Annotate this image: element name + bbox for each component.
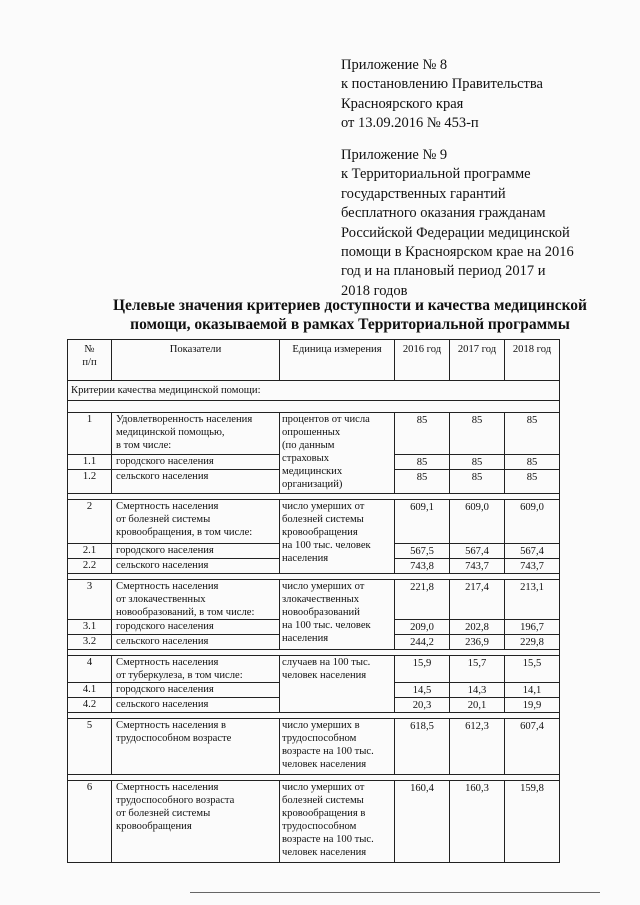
table-header-row (68, 340, 560, 381)
table-row (68, 413, 560, 455)
appendix-9-line: государственных гарантий (341, 185, 506, 202)
value-2017: 85 (450, 470, 505, 494)
row-indicator: Удовлетворенность населения медицинской помощью, в том числе: (112, 413, 280, 455)
section-row (68, 381, 560, 401)
value-2016: 209,0 (395, 620, 450, 635)
appendix-8-line: Приложение № 8 (341, 57, 448, 73)
value-2018: 14,1 (505, 683, 560, 698)
appendix-9-line: год и на плановый период 2017 и (341, 263, 546, 280)
value-2018: 609,0 (505, 500, 560, 544)
appendix-8-header (341, 56, 611, 134)
section-label: Критерии качества медицинской помощи: (68, 381, 560, 401)
value-2016: 609,1 (395, 500, 450, 544)
row-number: 2.1 (68, 544, 112, 559)
row-indicator: городского населения (112, 620, 280, 635)
appendix-9-line: бесплатного оказания гражданам (341, 205, 546, 222)
value-2016: 15,9 (395, 656, 450, 683)
header-2016: 2016 год (395, 340, 450, 381)
row-number: 3.1 (68, 620, 112, 635)
value-2017: 14,3 (450, 683, 505, 698)
value-2017: 609,0 (450, 500, 505, 544)
value-2018: 19,9 (505, 698, 560, 713)
value-2018: 159,8 (505, 781, 560, 863)
value-2018: 85 (505, 470, 560, 494)
value-2018: 607,4 (505, 719, 560, 775)
row-indicator: городского населения (112, 455, 280, 470)
value-2017: 160,3 (450, 781, 505, 863)
bottom-rule (190, 892, 600, 893)
row-number: 4 (68, 656, 112, 683)
document-title-line-1: Целевые значения критериев доступности и качества медицинской (113, 297, 587, 314)
value-2016: 567,5 (395, 544, 450, 559)
row-number: 2 (68, 500, 112, 544)
row-indicator: Смертность населения трудоспособного возраста от болезней системы кровообращения (112, 781, 280, 863)
row-number: 4.2 (68, 698, 112, 713)
row-unit: случаев на 100 тыс. человек населения (280, 656, 395, 713)
value-2018: 743,7 (505, 559, 560, 574)
document-title-line-2: помощи, оказываемой в рамках Территориальной программы (130, 316, 570, 333)
header-num: № п/п (68, 340, 112, 381)
value-2017: 85 (450, 455, 505, 470)
row-indicator: городского населения (112, 544, 280, 559)
spacer-row (68, 401, 560, 413)
value-2018: 229,8 (505, 635, 560, 650)
row-unit: число умерших от болезней системы кровообращения в трудоспособном возрасте на 100 тыс. человек населения (280, 781, 395, 863)
appendix-8-line: Красноярского края (341, 95, 464, 112)
value-2016: 743,8 (395, 559, 450, 574)
row-indicator: сельского населения (112, 470, 280, 494)
value-2018: 196,7 (505, 620, 560, 635)
row-number: 2.2 (68, 559, 112, 574)
value-2016: 618,5 (395, 719, 450, 775)
table-row (68, 719, 560, 775)
row-number: 1.2 (68, 470, 112, 494)
row-indicator: Смертность населения в трудоспособном возрасте (112, 719, 280, 775)
row-indicator: сельского населения (112, 635, 280, 650)
header-indicator: Показатели (112, 340, 280, 381)
row-number: 1 (68, 413, 112, 455)
appendix-9-line: помощи в Красноярском крае на 2016 (341, 244, 574, 261)
value-2017: 202,8 (450, 620, 505, 635)
value-2016: 85 (395, 413, 450, 455)
table-row (68, 580, 560, 620)
row-number: 4.1 (68, 683, 112, 698)
appendix-9-line: к Территориальной программе (341, 166, 531, 183)
header-unit: Единица измерения (280, 340, 395, 381)
row-indicator: городского населения (112, 683, 280, 698)
value-2018: 567,4 (505, 544, 560, 559)
row-indicator: сельского населения (112, 559, 280, 574)
value-2017: 567,4 (450, 544, 505, 559)
value-2016: 244,2 (395, 635, 450, 650)
value-2016: 14,5 (395, 683, 450, 698)
criteria-table (67, 339, 560, 863)
header-2017: 2017 год (450, 340, 505, 381)
value-2017: 217,4 (450, 580, 505, 620)
value-2017: 15,7 (450, 656, 505, 683)
row-number: 5 (68, 719, 112, 775)
value-2017: 20,1 (450, 698, 505, 713)
row-number: 6 (68, 781, 112, 863)
header-2018: 2018 год (505, 340, 560, 381)
value-2017: 743,7 (450, 559, 505, 574)
value-2017: 85 (450, 413, 505, 455)
row-number: 1.1 (68, 455, 112, 470)
row-number: 3 (68, 580, 112, 620)
value-2018: 85 (505, 455, 560, 470)
value-2017: 612,3 (450, 719, 505, 775)
row-number: 3.2 (68, 635, 112, 650)
row-indicator: Смертность населения от злокачественных новообразований, в том числе: (112, 580, 280, 620)
appendix-8-line: к постановлению Правительства (341, 76, 543, 93)
value-2018: 213,1 (505, 580, 560, 620)
row-unit: число умерших от болезней системы кровообращения на 100 тыс. человек населения (280, 500, 395, 574)
row-indicator: Смертность населения от туберкулеза, в том числе: (112, 656, 280, 683)
table-row (68, 656, 560, 683)
value-2016: 20,3 (395, 698, 450, 713)
document-title (60, 296, 640, 334)
appendix-8-line: от 13.09.2016 № 453-п (341, 115, 479, 132)
appendix-9-line: 2018 годов (341, 282, 408, 299)
table-row (68, 500, 560, 544)
appendix-9-line: Приложение № 9 (341, 147, 448, 163)
value-2016: 160,4 (395, 781, 450, 863)
value-2017: 236,9 (450, 635, 505, 650)
value-2016: 221,8 (395, 580, 450, 620)
value-2016: 85 (395, 455, 450, 470)
row-indicator: Смертность населения от болезней системы кровообращения, в том числе: (112, 500, 280, 544)
row-unit: число умерших от злокачественных новообразований на 100 тыс. человек населения (280, 580, 395, 650)
appendix-9-header (341, 146, 611, 301)
row-unit: число умерших в трудоспособном возрасте на 100 тыс. человек населения (280, 719, 395, 775)
value-2016: 85 (395, 470, 450, 494)
value-2018: 15,5 (505, 656, 560, 683)
row-indicator: сельского населения (112, 698, 280, 713)
value-2018: 85 (505, 413, 560, 455)
row-unit: процентов от числа опрошенных (по данным страховых медицинских организаций) (280, 413, 395, 494)
table-row (68, 781, 560, 863)
appendix-9-line: Российской Федерации медицинской (341, 224, 570, 241)
